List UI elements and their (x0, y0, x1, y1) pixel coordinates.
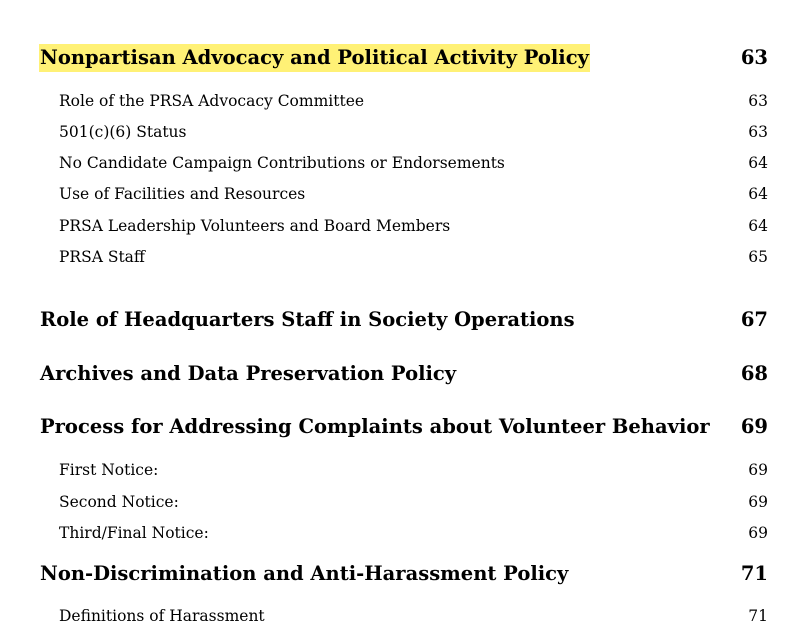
toc-entry-title: Role of Headquarters Staff in Society Operations (40, 308, 575, 331)
toc-entry-title: Role of the PRSA Advocacy Committee (59, 92, 365, 110)
toc-entry-page-number: 69 (748, 461, 768, 479)
toc-entry-non-discrimination-policy[interactable] (0, 560, 786, 588)
toc-entry-page-number: 71 (748, 607, 768, 625)
toc-entry-page-number: 71 (740, 562, 768, 585)
toc-entry-501c6-status[interactable] (0, 118, 786, 146)
toc-entry-page-number: 64 (748, 154, 768, 172)
toc-entry-archives-policy[interactable] (0, 360, 786, 388)
toc-entry-page-number: 64 (748, 185, 768, 203)
toc-entry-title: PRSA Staff (59, 248, 145, 266)
toc-entry-page-number: 67 (740, 308, 768, 331)
toc-entry-leadership-volunteers[interactable] (0, 212, 786, 240)
toc-entry-page-number: 64 (748, 217, 768, 235)
toc-entry-title: Third/Final Notice: (59, 524, 209, 542)
toc-entry-title: Archives and Data Preservation Policy (40, 362, 457, 385)
toc-entry-nonpartisan-advocacy-policy[interactable] (0, 44, 786, 72)
toc-entry-title: Nonpartisan Advocacy and Political Activity Policy (39, 44, 590, 72)
toc-entry-second-notice[interactable] (0, 488, 786, 516)
toc-entry-page-number: 69 (748, 493, 768, 511)
toc-entry-page-number: 68 (740, 362, 768, 385)
toc-entry-third-final-notice[interactable] (0, 519, 786, 547)
toc-entry-headquarters-staff[interactable] (0, 306, 786, 334)
toc-entry-title: Non-Discrimination and Anti-Harassment Policy (40, 562, 569, 585)
toc-entry-page-number: 69 (740, 415, 768, 438)
toc-entry-complaints-process[interactable] (0, 413, 786, 441)
toc-entry-title: Process for Addressing Complaints about Volunteer Behavior (40, 415, 710, 438)
toc-entry-title: No Candidate Campaign Contributions or Endorsements (59, 154, 505, 172)
toc-entry-no-candidate-contributions[interactable] (0, 149, 786, 177)
toc-entry-page-number: 69 (748, 524, 768, 542)
toc-entry-title: First Notice: (59, 461, 159, 479)
toc-entry-facilities-resources[interactable] (0, 180, 786, 208)
toc-entry-title: Second Notice: (59, 493, 179, 511)
toc-entry-title: 501(c)(6) Status (59, 123, 187, 141)
toc-entry-title: PRSA Leadership Volunteers and Board Members (59, 217, 451, 235)
toc-entry-page-number: 63 (748, 92, 768, 110)
toc-entry-page-number: 63 (740, 46, 768, 69)
toc-entry-advocacy-committee[interactable] (0, 87, 786, 115)
toc-entry-harassment-definitions[interactable] (0, 602, 786, 630)
toc-entry-page-number: 63 (748, 123, 768, 141)
toc-entry-title: Definitions of Harassment (59, 607, 265, 625)
toc-entry-page-number: 65 (748, 248, 768, 266)
toc-entry-prsa-staff[interactable] (0, 243, 786, 271)
toc-entry-first-notice[interactable] (0, 456, 786, 484)
toc-entry-title: Use of Facilities and Resources (59, 185, 306, 203)
